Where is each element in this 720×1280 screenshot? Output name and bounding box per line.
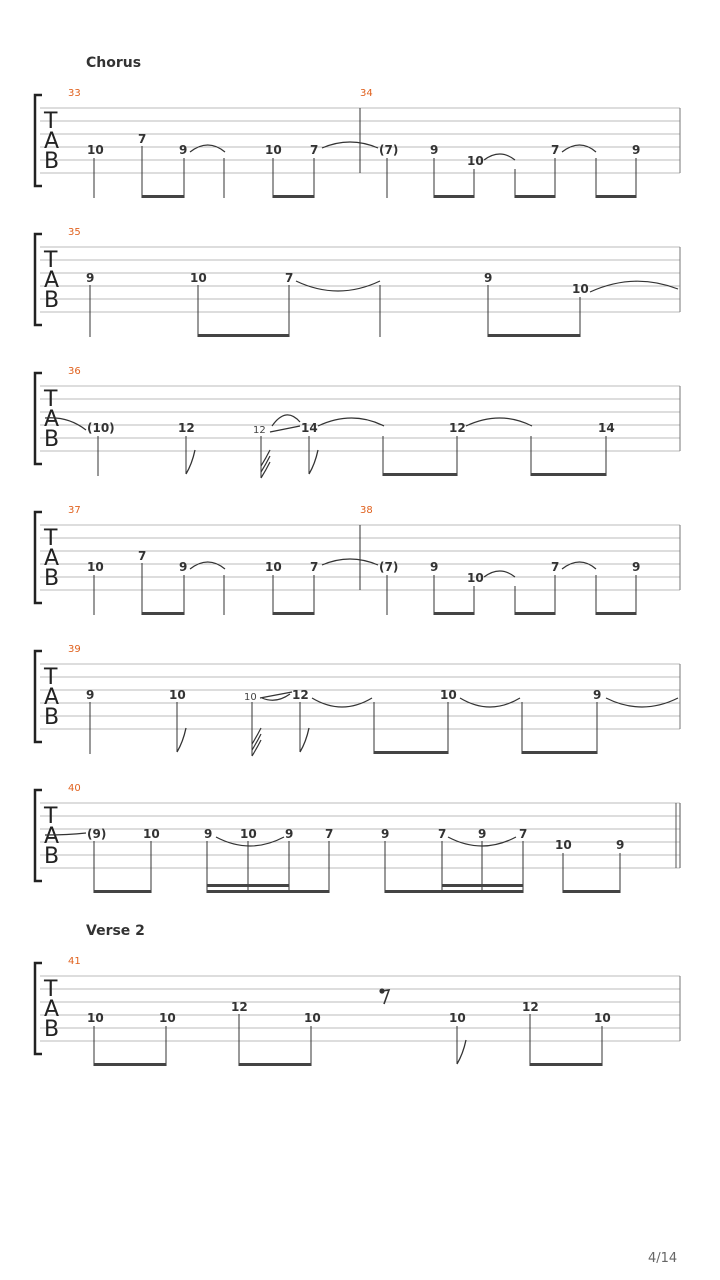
fret-number: 7 [310, 560, 319, 574]
fret-number: 9 [484, 271, 493, 285]
fret-number: 10 [555, 838, 572, 852]
fret-number: 9 [204, 827, 213, 841]
beams [94, 1063, 602, 1066]
tab-system [35, 227, 680, 337]
fret-number: (7) [379, 143, 399, 157]
fret-number: 9 [86, 271, 95, 285]
grace-fret-number: 10 [244, 692, 257, 703]
measure-number: 37 [68, 505, 81, 516]
tab-clef-icon [43, 109, 59, 174]
staff-lines [40, 664, 680, 729]
fret-number: 12 [231, 1000, 248, 1014]
stems [98, 436, 606, 478]
measure-number: 34 [360, 88, 373, 99]
fret-number: 10 [87, 1011, 104, 1025]
measure-number: 36 [68, 366, 81, 377]
fret-number: 10 [87, 560, 104, 574]
fret-number: 10 [265, 143, 282, 157]
svg-text:T: T [44, 526, 58, 551]
beams [374, 751, 597, 754]
tab-system [35, 366, 680, 478]
fret-number: 9 [616, 838, 625, 852]
section-title-chorus: Chorus [86, 55, 142, 71]
svg-text:B: B [44, 288, 60, 313]
measure-number: 35 [68, 227, 81, 238]
fret-number: 10 [240, 827, 257, 841]
staff-lines [40, 803, 680, 868]
page-number: 4/14 [648, 1251, 678, 1266]
beams [198, 334, 580, 337]
fret-number: 9 [632, 143, 641, 157]
fret-number: 10 [190, 271, 207, 285]
tremolo-icon [261, 450, 270, 478]
system-bracket [35, 963, 42, 1054]
fret-number: (10) [87, 421, 115, 435]
fret-number: 12 [292, 688, 309, 702]
svg-text:A: A [44, 407, 60, 432]
staff-lines [40, 247, 680, 312]
system-bracket [35, 95, 42, 186]
fret-number: (9) [87, 827, 107, 841]
svg-text:B: B [44, 149, 60, 174]
fret-number: 10 [467, 154, 484, 168]
measure-number: 33 [68, 88, 81, 99]
svg-text:A: A [44, 997, 60, 1022]
tab-clef-icon [43, 977, 59, 1042]
measure-number: 40 [68, 783, 81, 794]
system-bracket [35, 373, 42, 464]
svg-text:A: A [44, 268, 60, 293]
fret-number: 10 [449, 1011, 466, 1025]
fret-number: 10 [594, 1011, 611, 1025]
fret-number: 7 [551, 143, 560, 157]
beams [94, 884, 620, 893]
fret-number: 10 [159, 1011, 176, 1025]
fret-number: 12 [449, 421, 466, 435]
fret-number: 7 [438, 827, 447, 841]
fret-number: 7 [285, 271, 294, 285]
svg-text:A: A [44, 824, 60, 849]
tab-system [35, 644, 680, 756]
tab-clef-icon [43, 804, 59, 869]
fret-number: 9 [179, 560, 188, 574]
fret-number: 9 [430, 143, 439, 157]
fret-number: 9 [593, 688, 602, 702]
fret-number: 12 [178, 421, 195, 435]
svg-text:B: B [44, 1017, 60, 1042]
system-bracket [35, 234, 42, 325]
measure-number: 38 [360, 505, 373, 516]
fret-number: 14 [301, 421, 318, 435]
fret-number: 10 [143, 827, 160, 841]
fret-number: 7 [325, 827, 334, 841]
tab-system [35, 505, 680, 615]
tab-system [35, 88, 680, 198]
fret-number: 10 [265, 560, 282, 574]
grace-fret-number: 12 [253, 425, 266, 436]
fret-number: 7 [138, 132, 147, 146]
svg-text:B: B [44, 705, 60, 730]
staff-lines [40, 976, 680, 1041]
svg-text:A: A [44, 129, 60, 154]
beams [383, 473, 606, 476]
flag-icon [177, 728, 309, 752]
tab-clef-icon [43, 665, 59, 730]
fret-number: 14 [598, 421, 615, 435]
fret-number: 7 [519, 827, 528, 841]
fret-number: 10 [304, 1011, 321, 1025]
fret-number: 9 [478, 827, 487, 841]
tab-clef-icon [43, 387, 59, 452]
fret-number: 9 [632, 560, 641, 574]
svg-text:T: T [44, 109, 58, 134]
svg-text:B: B [44, 844, 60, 869]
svg-text:T: T [44, 665, 58, 690]
flag-icon [186, 450, 318, 474]
system-bracket [35, 790, 42, 881]
fret-number: 9 [381, 827, 390, 841]
tab-clef-icon [43, 248, 59, 313]
svg-text:B: B [44, 566, 60, 591]
tab-system [35, 783, 680, 893]
svg-text:A: A [44, 546, 60, 571]
fret-number: 9 [179, 143, 188, 157]
ties [260, 692, 678, 707]
fret-number: 7 [551, 560, 560, 574]
fret-number: 7 [138, 549, 147, 563]
fret-number: 10 [467, 571, 484, 585]
system-bracket [35, 512, 42, 603]
fret-number: 9 [430, 560, 439, 574]
system-bracket [35, 651, 42, 742]
fret-number: 12 [522, 1000, 539, 1014]
svg-text:T: T [44, 387, 58, 412]
fret-number: 10 [572, 282, 589, 296]
fret-number: 10 [169, 688, 186, 702]
svg-text:A: A [44, 685, 60, 710]
svg-text:B: B [44, 427, 60, 452]
stems [90, 285, 580, 337]
tab-system [35, 956, 680, 1066]
tremolo-icon [252, 728, 261, 756]
fret-number: 7 [310, 143, 319, 157]
section-title-verse-2: Verse 2 [86, 923, 145, 939]
stems [94, 841, 620, 893]
beams [142, 195, 636, 198]
fret-number: 9 [86, 688, 95, 702]
beams [142, 612, 636, 615]
fret-number: 9 [285, 827, 294, 841]
measure-number: 39 [68, 644, 81, 655]
fret-number: 10 [440, 688, 457, 702]
svg-text:T: T [44, 248, 58, 273]
flag-icon [457, 1040, 466, 1064]
measure-number: 41 [68, 956, 81, 967]
tab-clef-icon [43, 526, 59, 591]
svg-text:T: T [44, 977, 58, 1002]
fret-number: (7) [379, 560, 399, 574]
svg-text:T: T [44, 804, 58, 829]
fret-number: 10 [87, 143, 104, 157]
